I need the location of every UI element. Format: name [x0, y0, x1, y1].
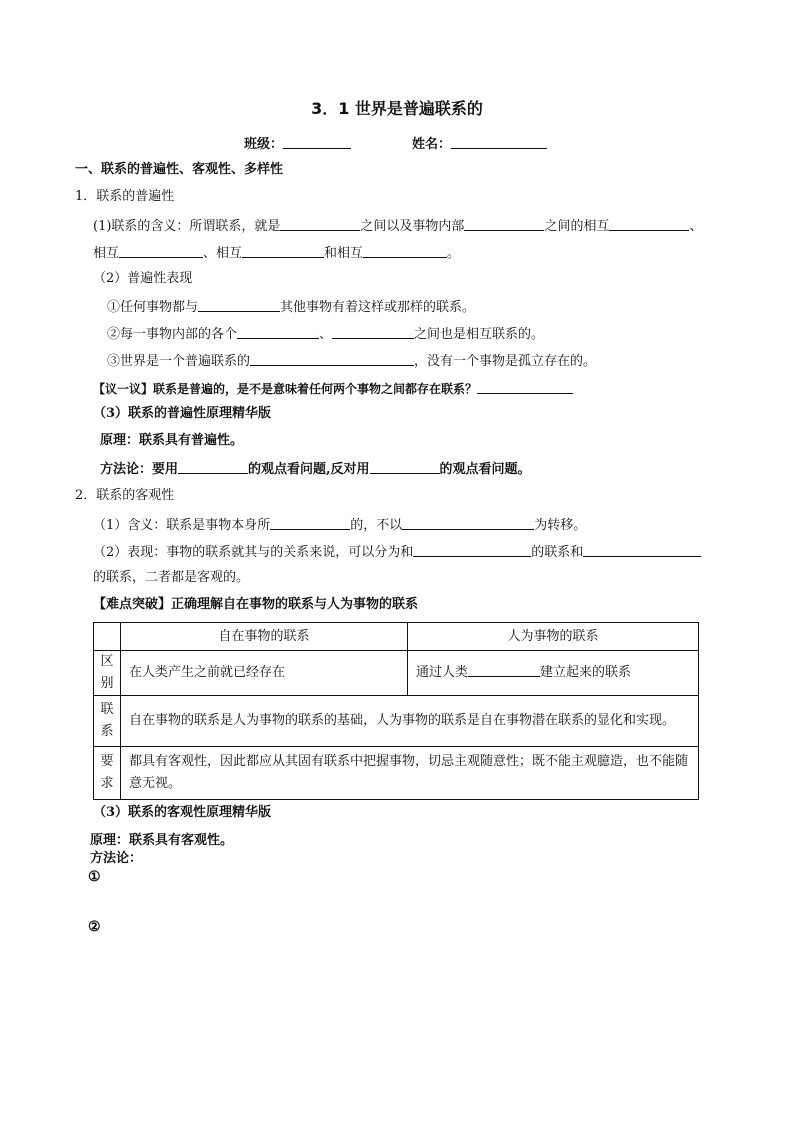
discussion-prompt: 【议一议】联系是普遍的，是不是意味着任何两个事物之间都存在联系？ — [93, 380, 573, 397]
table-row — [94, 747, 699, 800]
list-item: ③世界是一个普遍联系的 ，没有一个事物是孤立存在的。 — [107, 354, 597, 369]
table-row — [94, 651, 699, 696]
heading-objectivity: 2．联系的客观性 — [75, 488, 175, 503]
row-label: 联 系 — [94, 696, 121, 747]
blank[interactable] — [332, 325, 414, 339]
answer-blank[interactable] — [477, 380, 573, 394]
row-label: 区 别 — [94, 651, 121, 696]
name-label: 姓名： — [412, 137, 452, 152]
blank[interactable] — [402, 516, 534, 530]
question-definition: (1)联系的含义：所谓联系，就是 之间以及事物内部 之间的相互 、 — [93, 219, 703, 234]
comparison-table — [93, 622, 699, 800]
list-item: ②每一事物内部的各个 、 之间也是相互联系的。 — [107, 327, 545, 342]
methodology-text: 方法论：要用 的观点看问题,反对用 的观点看问题。 — [100, 462, 531, 477]
blank[interactable] — [370, 460, 440, 474]
blank[interactable] — [242, 244, 324, 258]
table-header-natural: 自在事物的联系 — [121, 623, 408, 651]
principle-text: 原理：联系具有客观性。 — [90, 833, 234, 848]
row-label: 要 求 — [94, 747, 121, 800]
principle-text: 原理：联系具有普遍性。 — [100, 433, 244, 448]
table-cell: 在人类产生之前就已经存在 — [121, 651, 408, 696]
heading-universality: 1．联系的普遍性 — [75, 189, 175, 204]
name-blank[interactable] — [451, 135, 547, 149]
table-cell — [94, 623, 121, 651]
table-cell: 都具有客观性，因此都应从其固有联系中把握事物，切忌主观随意性；既不能主观臆造，也不能随意无视。 — [121, 747, 699, 800]
blank[interactable] — [413, 543, 531, 557]
list-item: ①任何事物都与 其他事物有着这样或那样的联系。 — [107, 300, 476, 315]
subheading-manifestation: （2）普遍性表现 — [93, 271, 193, 286]
table-header-human: 人为事物的联系 — [408, 623, 699, 651]
blank[interactable] — [468, 663, 540, 677]
blank[interactable] — [464, 217, 544, 231]
class-blank[interactable] — [283, 135, 351, 149]
table-row — [94, 696, 699, 747]
blank[interactable] — [250, 352, 414, 366]
blank[interactable] — [198, 298, 280, 312]
breakthrough-heading: 【难点突破】正确理解自在事物的联系与人为事物的联系 — [93, 597, 419, 612]
answer-item-1: ① — [88, 869, 101, 885]
table-row — [94, 623, 699, 651]
question-definition-cont: 相互 、相互 和相互 。 — [93, 246, 461, 261]
class-field — [244, 135, 351, 153]
blank[interactable] — [178, 460, 248, 474]
blank[interactable] — [237, 325, 319, 339]
question-objectivity-manifestation: （2）表现：事物的联系就其与的关系来说，可以分为和 的联系和 — [93, 543, 701, 561]
table-cell: 自在事物的联系是人为事物的联系的基础，人为事物的联系是自在事物潜在联系的显化和实现。 — [121, 696, 699, 747]
blank[interactable] — [270, 516, 350, 530]
class-label: 班级： — [244, 137, 284, 152]
question-objectivity-definition: （1）含义：联系是事物本身所 的，不以 为转移。 — [93, 518, 587, 533]
blank[interactable] — [280, 217, 360, 231]
subheading-principle: （3）联系的普遍性原理精华版 — [93, 406, 272, 421]
subheading-objectivity-principle: （3）联系的客观性原理精华版 — [93, 805, 272, 820]
blank[interactable] — [609, 217, 689, 231]
name-field — [412, 135, 547, 153]
question-objectivity-cont: 的联系，二者都是客观的。 — [93, 570, 250, 585]
blank[interactable] — [119, 244, 203, 258]
blank[interactable] — [363, 244, 447, 258]
answer-item-2: ② — [88, 919, 101, 935]
section-heading: 一、联系的普遍性、客观性、多样性 — [75, 162, 284, 177]
blank[interactable] — [583, 543, 701, 557]
page-title: 3．1 世界是普遍联系的 — [311, 99, 483, 118]
table-cell: 通过人类 建立起来的联系 — [408, 651, 699, 696]
methodology-label: 方法论： — [90, 851, 143, 866]
